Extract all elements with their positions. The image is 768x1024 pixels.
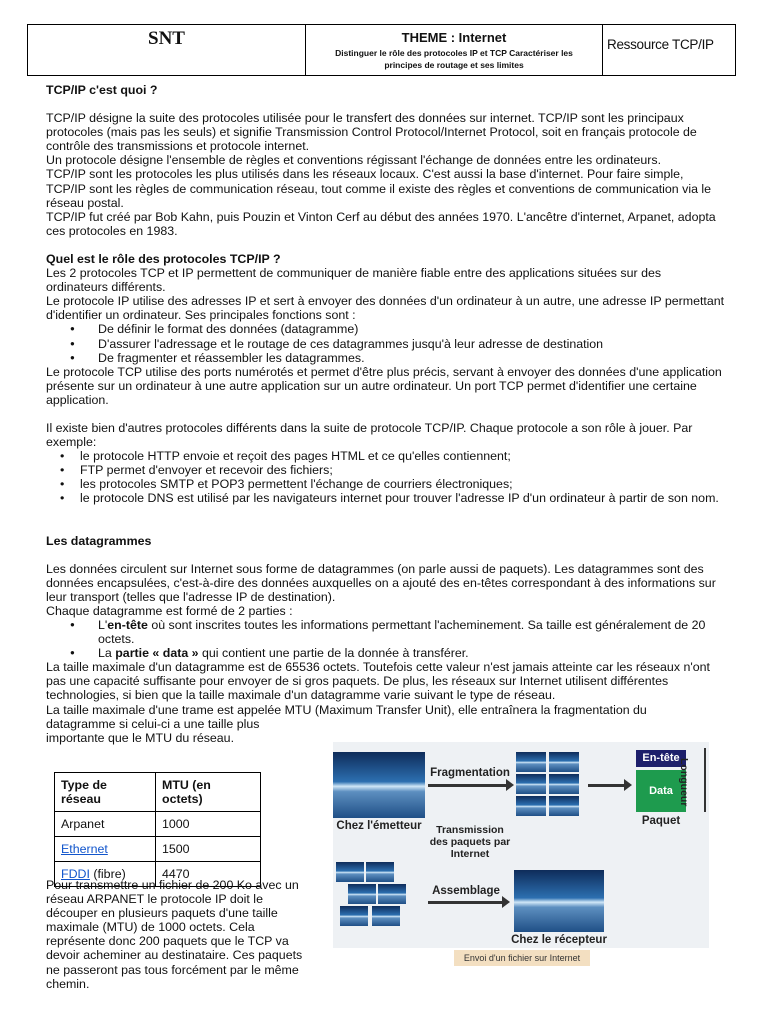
- theme-subtitle: Distinguer le rôle des protocoles IP et TCP Caractériser les principes de routage et ses limites: [335, 48, 573, 70]
- datagram-parts-list: [46, 618, 726, 660]
- table-header-row: [55, 773, 261, 812]
- ip-functions-list: [46, 322, 726, 364]
- emitter-image: [333, 752, 425, 818]
- emitter-label: Chez l'émetteur: [336, 820, 422, 832]
- data-box: Data: [636, 770, 686, 812]
- transmission-paragraph: Pour transmettre un fichier de 200 Ko avec un réseau ARPANET le protocole IP doit le découper en plusieurs paquets d'une taille maximale (MTU) de 1000 octets. Cela représente donc 200 paquets que le TCP va devoir acheminer au destinataire. Ces paquets ne passeront pas tous forcément par le même chemin.: [46, 878, 303, 991]
- ethernet-link[interactable]: Ethernet: [61, 842, 108, 856]
- fragment-image: [549, 796, 579, 816]
- mtu-paragraph-cont: datagramme si celui-ci a une taille plus importante que le MTU du réseau.: [46, 716, 260, 745]
- fragmentation-label: Fragmentation: [430, 767, 510, 779]
- list-item: ● De fragmenter et réassembler les datagrammes.: [98, 351, 726, 365]
- list-item: ● L'en-tête où sont inscrites toutes les informations permettant l'acheminement. Sa taille est généralement de 20 octets.: [98, 618, 726, 646]
- arrow-right-icon: [428, 901, 504, 904]
- mtu-cell: 4470: [156, 862, 261, 887]
- length-label: Longueur: [678, 758, 690, 807]
- document-body: [46, 83, 726, 745]
- length-indicator: [704, 748, 706, 812]
- section1-paragraph: Un protocole désigne l'ensemble de règles et conventions régissant l'échange de données entre les ordinateurs.: [46, 153, 662, 168]
- fragment-image: [549, 774, 579, 794]
- mtu-cell: 1000: [156, 812, 261, 837]
- theme-title: THEME : Internet: [401, 30, 507, 45]
- subject-title: SNT: [28, 25, 306, 75]
- list-item: • FTP permet d'envoyer et recevoir des fichiers;: [80, 463, 726, 477]
- fddi-link[interactable]: FDDI: [61, 867, 90, 881]
- receiver-image: [514, 870, 604, 932]
- fragment-image: [348, 884, 376, 904]
- transmission-label: Transmission des paquets par Internet: [429, 824, 511, 860]
- arrow-right-icon: [428, 784, 508, 787]
- section2-intro: Les 2 protocoles TCP et IP permettent de communiquer de manière fiable entre des applications situées sur des ordinateurs différents.: [46, 266, 662, 295]
- section1-paragraph: TCP/IP fut créé par Bob Kahn, puis Pouzin et Vinton Cerf au début des années 1970. L'ancêtre d'internet, Arpanet, adopta ces protocoles en 1983.: [46, 209, 716, 238]
- fragment-image: [378, 884, 406, 904]
- list-item: ● De définir le format des données (datagramme): [98, 322, 726, 336]
- packet-label: Paquet: [641, 815, 681, 827]
- ip-text: Le protocole IP utilise des adresses IP et sert à envoyer des données d'un ordinateur à un autre, une adresse IP permettant d'identifier un ordinateur. Ses principales fonctions sont :: [46, 294, 725, 323]
- receiver-label: Chez le récepteur: [511, 934, 607, 946]
- network-cell: [55, 837, 156, 862]
- page-header: [27, 24, 736, 76]
- mtu-paragraph: La taille maximale d'une trame est appelée MTU (Maximum Transfer Unit), elle entraînera la fragmentation du: [46, 702, 647, 717]
- fragment-image: [336, 862, 364, 882]
- section1-paragraph: TCP/IP sont les protocoles les plus utilisés dans les réseaux locaux. C'est aussi la base d'internet. Pour faire simple, TCP/IP sont les règles de communication réseau, tout comme il existe des règles et conventions de communication via le réseau postal.: [46, 167, 712, 210]
- theme-block: [306, 25, 603, 75]
- network-cell: Arpanet: [55, 812, 156, 837]
- table-row: [55, 812, 261, 837]
- datagram-paragraph: Les données circulent sur Internet sous forme de datagrammes (on parle aussi de paquets). Les datagrammes sont des données encapsulées, c'est-à-dire des données auxquelles on a ajouté des en-têtes correspondant à des informations sur leur transport (telles que l'adresse IP de destination).: [46, 561, 716, 604]
- figure-caption: Envoi d'un fichier sur Internet: [454, 950, 590, 966]
- arrow-right-icon: [588, 784, 626, 787]
- others-intro: Il existe bien d'autres protocoles différents dans la suite de protocole TCP/IP. Chaque protocole a son rôle à jouer. Par exemple:: [46, 420, 693, 450]
- network-cell: FDDI (fibre): [55, 862, 156, 887]
- fragment-image: [516, 752, 546, 772]
- resource-label: Ressource TCP/IP: [607, 37, 714, 52]
- datagram-size-paragraph: La taille maximale d'un datagramme est de 65536 octets. Toutefois cette valeur n'est jamais atteinte car les réseaux n'ont pas une capacité suffisante pour envoyer de si gros paquets. De plus, les réseaux sur Internet utilisent différentes technologies, si bien que la taille maximale d'un datagramme varie suivant le type de réseau.: [46, 660, 710, 703]
- fragment-image: [372, 906, 400, 926]
- section2-heading: Quel est le rôle des protocoles TCP/IP ?: [46, 251, 281, 266]
- list-item: • les protocoles SMTP et POP3 permettent l'échange de courriers électroniques;: [80, 477, 726, 491]
- fragment-image: [516, 774, 546, 794]
- column-header: MTU (en octets): [156, 773, 261, 812]
- tcp-text: Le protocole TCP utilise des ports numérotés et permet d'être plus précis, servant à envoyer des données d'une application présente sur un ordinateur à une autre application sur un autre ordinateur. Un port TCP permet d'identifier une certaine application.: [46, 364, 722, 407]
- mtu-cell: 1500: [156, 837, 261, 862]
- fragment-image: [549, 752, 579, 772]
- other-protocols-list: [46, 449, 726, 505]
- fragment-image: [366, 862, 394, 882]
- section1-paragraph: TCP/IP désigne la suite des protocoles utilisée pour le transfert des données sur internet. TCP/IP sont les principaux protocoles (mais pas les seuls) et signifie Transmission Control Protocol/Internet Protocol, soit en français protocole de contrôle des transmissions et protocole internet.: [46, 111, 697, 154]
- column-header: Type de réseau: [55, 773, 156, 812]
- assembly-label: Assemblage: [432, 885, 500, 897]
- list-item: • le protocole DNS est utilisé par les navigateurs internet pour trouver l'adresse IP d'un ordinateur à partir de son nom.: [80, 491, 726, 505]
- section1-heading: TCP/IP c'est quoi ?: [46, 83, 158, 97]
- section3-heading: Les datagrammes: [46, 533, 152, 548]
- mtu-table: [54, 772, 261, 887]
- list-item: ● La partie « data » qui contient une partie de la donnée à transférer.: [98, 646, 726, 660]
- fragment-image: [516, 796, 546, 816]
- fragment-image: [340, 906, 368, 926]
- list-item: ● D'assurer l'adressage et le routage de ces datagrammes jusqu'à leur adresse de destination: [98, 337, 726, 351]
- list-item: • le protocole HTTP envoie et reçoit des pages HTML et ce qu'elles contiennent;: [80, 449, 726, 463]
- datagram-parts-intro: Chaque datagramme est formé de 2 parties :: [46, 603, 293, 618]
- header-box: En-tête: [636, 750, 686, 767]
- table-row: [55, 837, 261, 862]
